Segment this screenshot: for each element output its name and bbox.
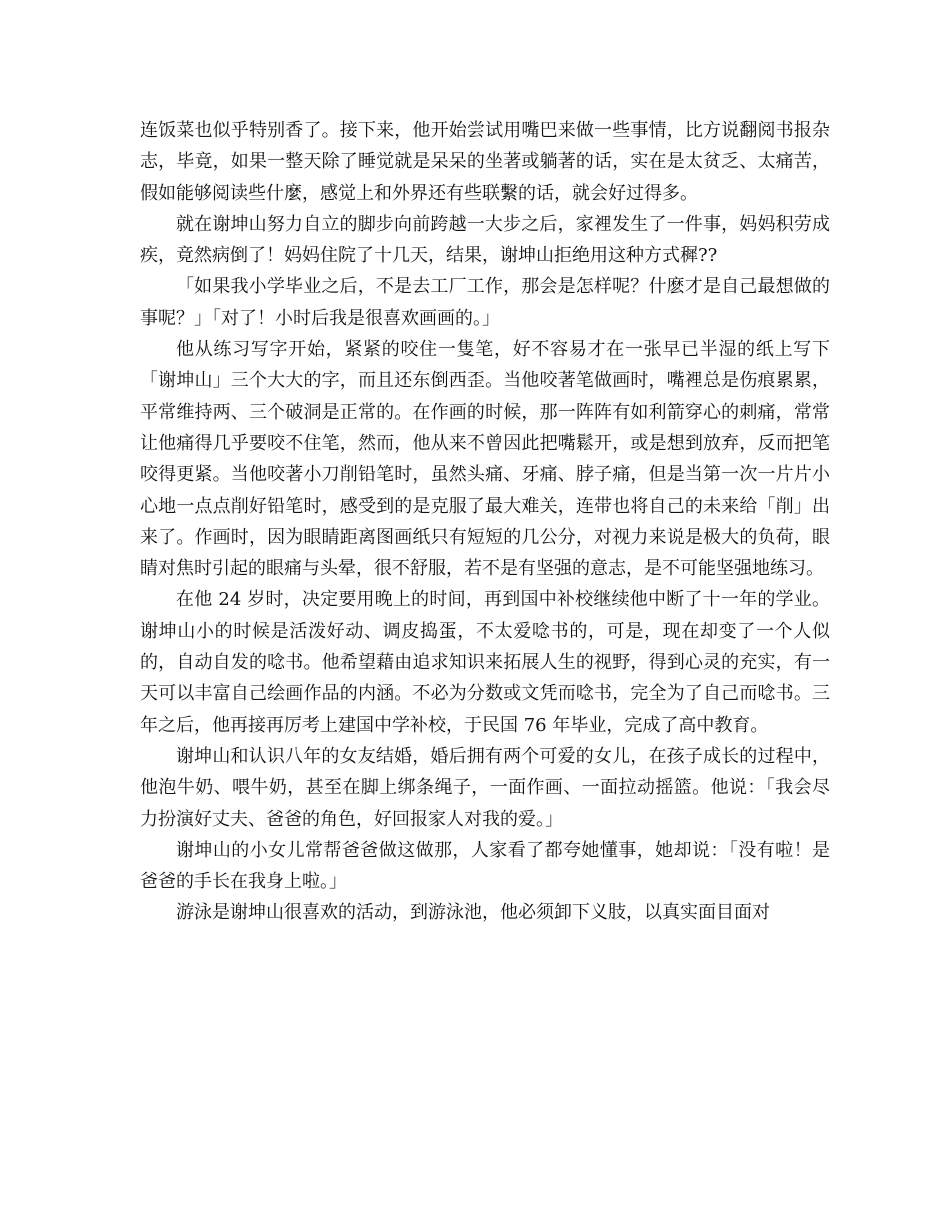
paragraph-3: 「如果我小学毕业之后，不是去工厂工作，那会是怎样呢？什麽才是自己最想做的事呢？」「对了！小时后我是很喜欢画画的。」: [140, 276, 830, 329]
document-body: [140, 115, 830, 929]
paragraph-5: 在他 24 岁时，决定要用晚上的时间，再到国中补校继续他中断了十一年的学业。谢坤山小的时候是活泼好动、调皮捣蛋，不太爱唸书的，可是，现在却变了一个人似的，自动自发的唸书。他希望藉由追求知识来拓展人生的视野，得到心灵的充实，有一天可以丰富自己绘画作品的内涵。不必为分数或文凭而唸书，完全为了自己而唸书。三年之后，他再接再厉考上建国中学补校，于民国 76 年毕业，完成了高中教育。: [140, 589, 830, 736]
paragraph-2: 就在谢坤山努力自立的脚步向前跨越一大步之后，家裡发生了一件事，妈妈积劳成疾，竟然病倒了！妈妈住院了十几天，结果，谢坤山拒绝用这种方式穉??: [140, 213, 830, 267]
paragraph-8: 游泳是谢坤山很喜欢的活动，到游泳池，他必须卸下义肢，以真实面目面对: [176, 902, 770, 924]
paragraph-4: 他从练习写字开始，紧紧的咬住一隻笔，好不容易才在一张早已半湿的纸上写下「谢坤山」三个大大的字，而且还东倒西歪。当他咬著笔做画时，嘴裡总是伤痕累累，平常维持两、三个破洞是正常的。在作画的时候，那一阵阵有如利箭穿心的刺痛，常常让他痛得几乎要咬不住笔，然而，他从来不曾因此把嘴鬆开，或是想到放弃，反而把笔咬得更紧。当他咬著小刀削铅笔时，虽然头痛、牙痛、脖子痛，但是当第一次一片片小心地一点点削好铅笔时，感受到的是克服了最大难关，连带也将自己的未来给「削」出来了。作画时，因为眼睛距离图画纸只有短短的几公分，对视力来说是极大的负荷，眼睛对焦时引起的眼痛与头晕，很不舒服，若不是有坚强的意志，是不可能坚强地练习。: [140, 339, 830, 580]
paragraph-7: 谢坤山的小女儿常帮爸爸做这做那，人家看了都夸她懂事，她却说：「没有啦！是爸爸的手长在我身上啦。」: [140, 839, 830, 893]
paragraph-6: 谢坤山和认识八年的女友结婚，婚后拥有两个可爱的女儿，在孩子成长的过程中，他泡牛奶、喂牛奶，甚至在脚上绑条绳子，一面作画、一面拉动摇篮。他说：「我会尽力扮演好丈夫、爸爸的角色，好回报家人对我的爱。」: [140, 745, 830, 830]
paragraph-1: 连饭菜也似乎特别香了。接下来，他开始尝试用嘴巴来做一些事情，比方说翻阅书报杂志，毕竟，如果一整天除了睡觉就是呆呆的坐著或躺著的话，实在是太贫乏、太痛苦，假如能够阅读些什麼，感觉上和外界还有些联繫的话，就会好过得多。: [140, 120, 830, 204]
